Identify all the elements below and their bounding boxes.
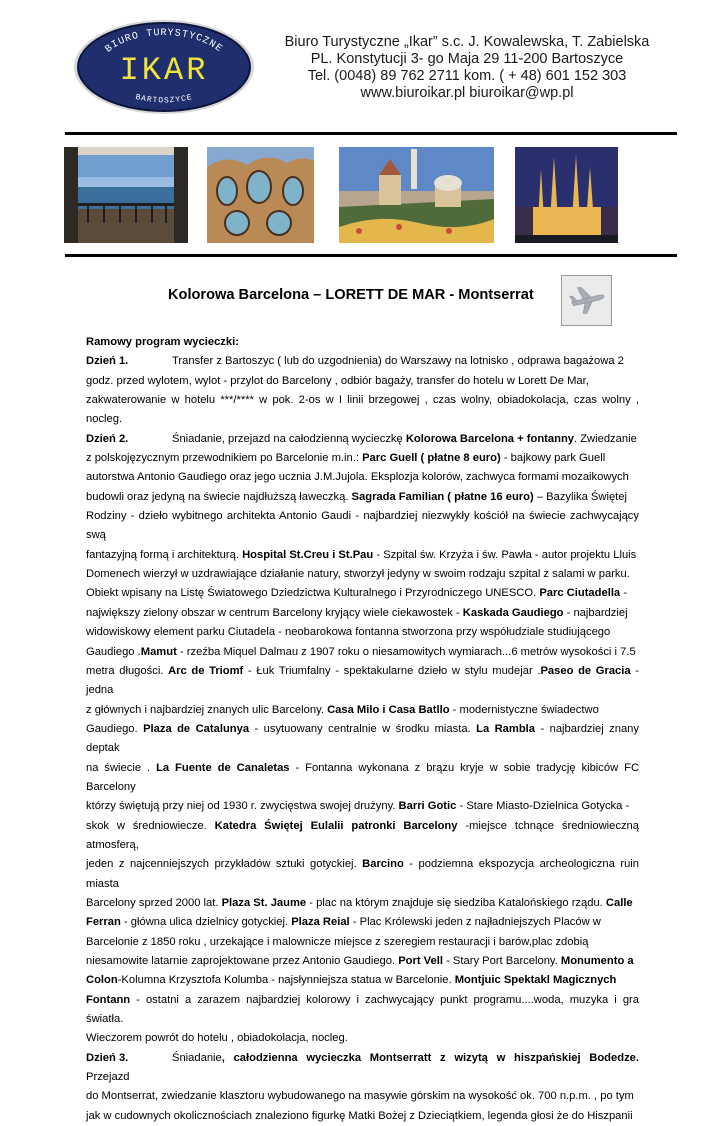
- company-name: Biuro Turystyczne „Ikar” s.c. J. Kowalewska, T. Zabielska: [284, 34, 650, 50]
- day-1-label: Dzień 1.: [86, 355, 129, 368]
- attraction-name: Plaza de Catalunya: [143, 722, 250, 735]
- day-2-text: - główna ulica dzielnicy gotyckiej.: [120, 916, 292, 929]
- attraction-name: , całodzienna wycieczka Montserratt z wizytą w hiszpańskiej Bodedze.: [221, 1051, 639, 1064]
- company-details: [267, 34, 667, 102]
- day-2-text: - Szpital św. Krzyża i św. Pawła - autor projektu Lluis: [373, 548, 637, 561]
- day-2-text: autorstwa Antonio Gaudiego oraz jego ucznia J.M.Jujola. Eksplozja kolorów, zachwyca formami mozaikowych: [86, 471, 629, 484]
- day-2-text: budowli oraz jedyną na świecie najdłuższą ławeczką.: [86, 490, 352, 503]
- itinerary: [86, 333, 639, 1126]
- company-address: PL. Konstytucji 3- go Maja 29 11-200 Bartoszyce: [310, 51, 624, 67]
- attraction-name: Fontann: [86, 993, 131, 1006]
- day-2-text: - bajkowy park Guell: [500, 452, 606, 465]
- day-2-text: - usytuowany centralnie w środku miasta.: [249, 722, 477, 735]
- day-2-text: - Stary Port Barcelony.: [442, 955, 561, 967]
- day-2-text: – Bazylika Świętej: [533, 490, 627, 503]
- day-2-text: jeden z najcenniejszych przykładów sztuki gotyckiej.: [86, 858, 363, 871]
- day-2-text: - podziemna ekspozycja archeologiczna ruin miasta: [86, 858, 639, 890]
- attraction-name: Barcino: [362, 858, 404, 871]
- attraction-name: Hospital St.Creu i St.Pau: [242, 548, 374, 561]
- attraction-name: Paseo de Gracia: [540, 664, 631, 677]
- attraction-name: Montjuic Spektakl Magicznych: [454, 974, 617, 987]
- day-2-text: -miejsce tchnące średniowieczną atmosferą,: [86, 819, 639, 851]
- attraction-name: Katedra Świętej Eulalii patronki Barcelony: [214, 819, 458, 832]
- day-1: [86, 352, 639, 429]
- attraction-name: Colon: [86, 974, 118, 987]
- attraction-name: Parc Ciutadella: [539, 587, 621, 600]
- day-2-text: na świecie .: [86, 761, 157, 774]
- attraction-name: La Rambla: [476, 722, 536, 735]
- day-3-text: do Montserrat, zwiedzanie klasztoru wybudowanego na masywie górskim na wysokość ok. 700 n.p.m. , po tym: [86, 1090, 634, 1103]
- day-2-text: - Łuk Triumfalny - spektakularne dzieło w stylu mudejar .: [243, 664, 541, 677]
- attraction-name: Ferran: [86, 916, 121, 929]
- day-2-text: - rzeźba Miquel Dalmau z 1907 roku o niesamowitych wymiarach...6 metrów wysokości i 7.5: [176, 645, 636, 658]
- day-2-text: - Stare Miasto-Dzielnica Gotycka -: [456, 800, 630, 813]
- day-2-text: - plac na którym znajduje się siedziba Katalońskiego rządu.: [306, 896, 606, 909]
- day-2-text: Gaudiego.: [86, 722, 144, 735]
- logo-top-text: BIURO TURYSTYCZNE: [103, 27, 225, 56]
- attraction-name: Kaskada Gaudiego: [462, 606, 564, 619]
- day-2-label: Dzień 2.: [86, 432, 129, 445]
- day-2-text: - Fontanna wykonana z brązu kryje w sobie tradycję kibiców FC Barcelony: [86, 761, 640, 793]
- day-2-text: -Kolumna Krzysztofa Kolumba - najsłynniejsza statua w Barcelonie.: [117, 974, 455, 987]
- attraction-name: Arc de Triomf: [168, 664, 244, 677]
- header-divider: [65, 132, 677, 135]
- attraction-name: Barri Gotic: [398, 800, 457, 813]
- photo-sagrada-familia: [515, 147, 618, 243]
- day-2-text: - jedna: [86, 664, 640, 697]
- day-2-text: . Zwiedzanie: [574, 432, 637, 445]
- day-2-text: Rodziny - dzieło wybitnego architekta Antonio Gaudi - najbardziej niezwykły kościół na świecie zachwycający swą: [86, 510, 639, 542]
- day-2-text: największy zielony obszar w centrum Barcelony kryjący wiele ciekawostek -: [86, 606, 463, 619]
- attraction-name: Plaza Reial: [291, 916, 350, 929]
- day-2-text: fantazyjną formą i architekturą.: [86, 548, 243, 561]
- day-2-text: Gaudiego .: [86, 645, 141, 658]
- attraction-name: Kolorowa Barcelona + fontanny: [405, 432, 574, 445]
- day-3-text: Śniadanie: [172, 1051, 222, 1064]
- day-2-text: Obiekt wpisany na Listę Światowego Dziedzictwa Kulturalnego i Przyrodniczego UNESCO.: [86, 587, 540, 600]
- attraction-name: Mamut: [140, 645, 177, 658]
- day-2-text: - najbardziej: [563, 606, 628, 619]
- day-2-text: skok w średniowiecze.: [86, 819, 215, 832]
- attraction-name: La Fuente de Canaletas: [156, 761, 290, 774]
- attraction-name: Calle: [605, 896, 633, 909]
- day-2: [86, 430, 639, 1049]
- day-2-text: Barcelonie z 1850 roku , urzekające i malownicze miejsce z szeregiem restauracji i barów,plac zdobią: [86, 935, 589, 948]
- day-1-text: Transfer z Bartoszyc ( lub do uzgodnienia) do Warszawy na lotnisko , odprawa bagażowa 2: [172, 355, 624, 368]
- day-2-text: widowiskowy element parku Ciutadela - neobarokowa fontanna stworzona przy współudziale studiującego: [86, 626, 611, 639]
- day-2-text: - modernistyczne świadectwo: [449, 703, 599, 716]
- logo-bottom-text: BARTOSZYCE: [134, 92, 194, 106]
- program-heading: Ramowy program wycieczki:: [86, 336, 239, 348]
- day-2-text: którzy świętują przy niej od 1930 r. zwycięstwa swojej drużyny.: [86, 800, 399, 813]
- attraction-name: Monumento a: [560, 955, 634, 967]
- photo-sea-balcony: [64, 147, 188, 243]
- day-2-text: - ostatni a zarazem najbardziej kolorowy i zachwycający punkt programu....woda, muzyka i gra światła.: [86, 993, 639, 1026]
- attraction-name: Parc Guell ( płatne 8 euro): [362, 452, 501, 465]
- attraction-name: Port Vell: [398, 955, 443, 967]
- day-3-text: jak w cudownych okolicznościach znaleziono figurkę Matki Bożej z Dzieciątkiem, legenda głosi że do Hiszpanii: [86, 1109, 633, 1122]
- attraction-name: Sagrada Familian ( płatne 16 euro): [351, 490, 534, 503]
- company-phone: Tel. (0048) 89 762 2711 kom. ( + 48) 601 152 303: [307, 68, 627, 84]
- day-3: [86, 1049, 639, 1126]
- day-2-text: z polskojęzycznym przewodnikiem po Barcelonie m.in.:: [86, 452, 363, 465]
- airplane-icon: [561, 275, 612, 326]
- attraction-name: Plaza St. Jaume: [221, 896, 307, 909]
- page-title: Kolorowa Barcelona – LORETT DE MAR - Montserrat: [168, 287, 534, 303]
- day-2-text: niesamowite latarnie zaprojektowane przez Antonio Gaudiego.: [86, 955, 399, 967]
- photo-casa-batllo: [207, 147, 314, 243]
- day-1-text: godz. przed wylotem, wylot - przylot do Barcelony , odbiór bagaży, transfer do hotelu w Lorett De Mar,: [86, 374, 589, 387]
- day-3-label: Dzień 3.: [86, 1051, 129, 1064]
- photo-divider: [65, 254, 677, 257]
- day-2-text: Barcelony sprzed 2000 lat.: [86, 896, 222, 909]
- day-2-text: Domenech wierzył w uzdrawiające działanie natury, stworzył jedyny w swoim rodzaju szpital z salami w parku.: [86, 568, 630, 581]
- day-2-text: z głównych i najbardziej znanych ulic Barcelony.: [86, 703, 328, 716]
- photo-park-guell: [339, 147, 494, 243]
- company-web-email[interactable]: www.biuroikar.pl biuroikar@wp.pl: [360, 85, 574, 101]
- day-2-text: - najbardziej znany deptak: [86, 722, 639, 755]
- day-2-text: - Plac Królewski jeden z najładniejszych Placów w: [349, 916, 601, 929]
- day-1-text: zakwaterowanie w hotelu ***/**** w pok. 2-os w I linii brzegowej , czas wolny, obiadokolacja, czas wolny , nocleg.: [86, 394, 639, 426]
- logo-name: IKAR: [119, 52, 209, 89]
- day-2-text: metra długości.: [86, 664, 169, 677]
- attraction-name: Casa Milo i Casa Batllo: [327, 703, 450, 716]
- day-2-text: Śniadanie, przejazd na całodzienną wycieczkę: [172, 432, 406, 445]
- day-2-text: Wieczorem powrót do hotelu , obiadokolacja, nocleg.: [86, 1032, 348, 1045]
- day-2-text: -: [620, 587, 627, 600]
- company-logo: [73, 19, 255, 115]
- day-3-text: Przejazd: [86, 1071, 130, 1084]
